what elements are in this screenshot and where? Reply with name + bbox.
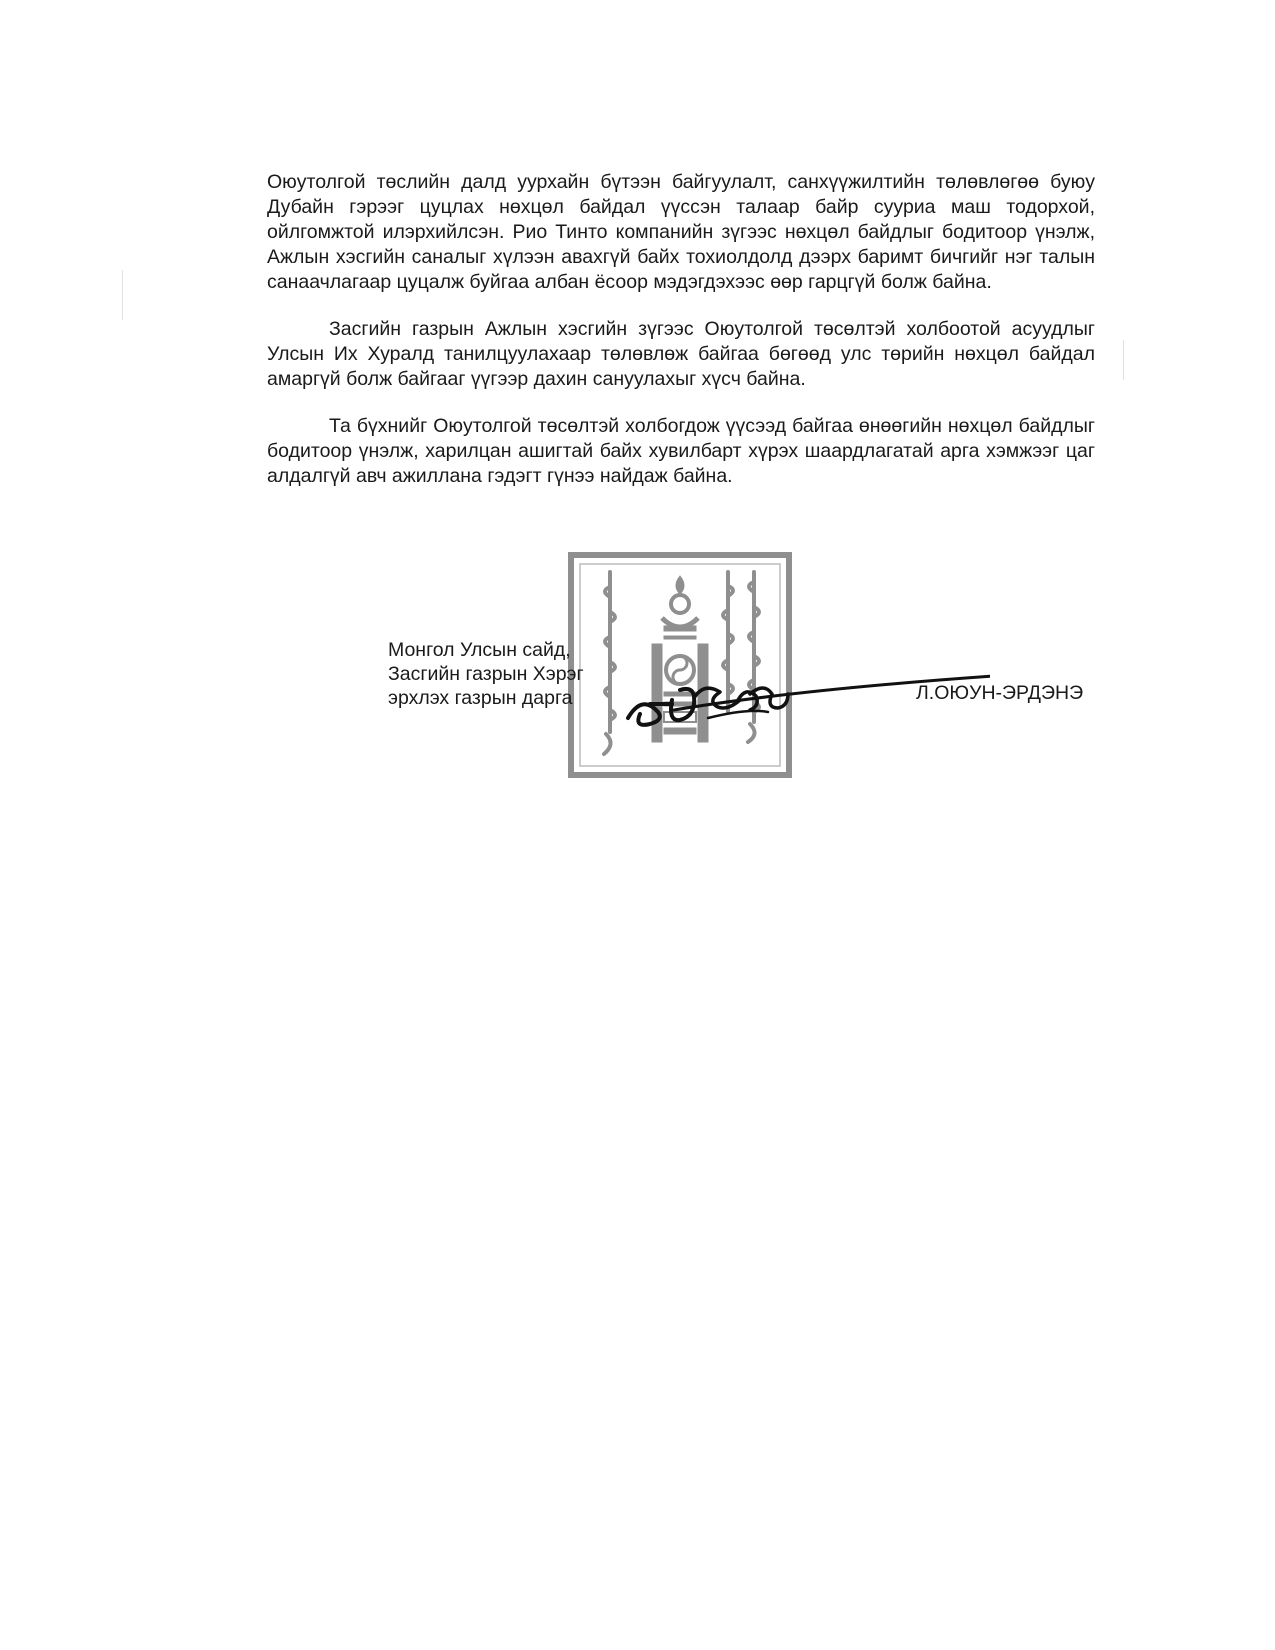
- paragraph-3: Та бүхнийг Оюутолгой төсөлтэй холбогдож үүсээд байгаа өнөөгийн нөхцөл байдлыг бодитоор үнэлж, харилцан ашигтай байх хувилбарт хүрэх шаардлагатай арга хэмжээг цаг алдалгүй авч ажиллана гэдэгт гүнээ найдаж байна.: [267, 415, 1095, 487]
- letter-body: [267, 170, 1095, 511]
- signer-title-line: Монгол Улсын сайд,: [388, 639, 571, 661]
- paragraph-2: Засгийн газрын Ажлын хэсгийн зүгээс Оюутолгой төсөлтэй холбоотой асуудлыг Улсын Их Хуралд танилцуулахаар төлөвлөж байгаа бөгөөд улс төрийн нөхцөл байдал амаргүй болж байгааг үүгээр дахин сануулахыг хүсч байна.: [267, 318, 1095, 390]
- paragraph-1: Оюутолгой төслийн далд уурхайн бүтээн байгуулалт, санхүүжилтийн төлөвлөгөө буюу Дубайн гэрээг цуцлах нөхцөл байдал үүссэн талаар байр сууриа маш тодорхой, ойлгомжтой илэрхийлсэн. Рио Тинто компанийн зүгээс нөхцөл байдлыг бодитоор үнэлж, Ажлын хэсгийн саналыг хүлээн авахгүй байх тохиолдолд дээрх баримт бичгийг нэг талын санаачлагаар цуцалж буйгаа албан ёсоор мэдэгдэхээс өөр гарцгүй болж байна.: [267, 171, 1095, 293]
- signer-title: [388, 638, 584, 710]
- scan-artifact: [1123, 340, 1124, 380]
- signer-name: Л.ОЮУН-ЭРДЭНЭ: [916, 682, 1084, 704]
- signer-title-line: Засгийн газрын Хэрэг: [388, 663, 584, 685]
- signer-title-line: эрхлэх газрын дарга: [388, 687, 573, 709]
- scan-artifact: [122, 270, 123, 320]
